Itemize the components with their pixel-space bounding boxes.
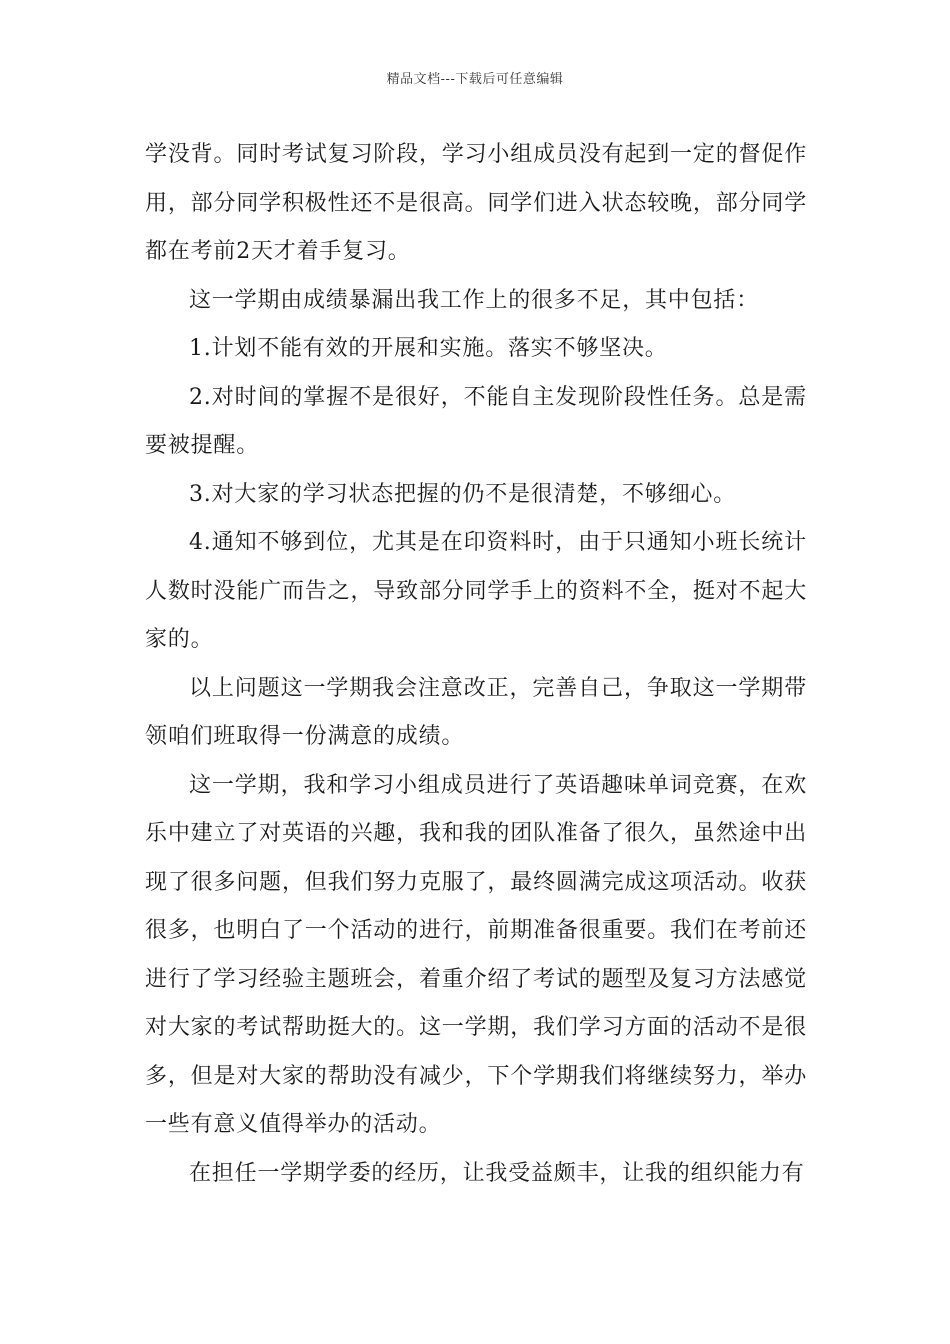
paragraph-2: 这一学期由成绩暴漏出我工作上的很多不足，其中包括： bbox=[189, 287, 760, 313]
paragraph-7: 以上问题这一学期我会注意改正，完善自己，争取这一学期带领咱们班取得一份满意的成绩。 bbox=[145, 675, 807, 749]
paragraph-9: 在担任一学期学委的经历，让我受益颇丰，让我的组织能力有 bbox=[189, 1160, 805, 1186]
paragraph-1: 学没背。同时考试复习阶段，学习小组成员没有起到一定的督促作用，部分同学积极性还不是很高。同学们进入状态较晚，部分同学都在考前2天才着手复习。 bbox=[145, 142, 807, 264]
paragraph-6: 4.通知不够到位，尤其是在印资料时，由于只通知小班长统计人数时没能广而告之，导致部分同学手上的资料不全，挺对不起大家的。 bbox=[145, 530, 807, 652]
page-header: 精品文档---下载后可任意编辑 bbox=[386, 72, 564, 87]
document-body bbox=[145, 131, 807, 1198]
paragraph-5: 3.对大家的学习状态把握的仍不是很清楚，不够细心。 bbox=[189, 481, 736, 507]
paragraph-3: 1.计划不能有效的开展和实施。落实不够坚决。 bbox=[189, 336, 668, 361]
paragraph-8: 这一学期，我和学习小组成员进行了英语趣味单词竞赛，在欢乐中建立了对英语的兴趣，我和我的团队准备了很久，虽然途中出现了很多问题，但我们努力克服了，最终圆满完成这项活动。收获很多，也明白了一个活动的进行，前期准备很重要。我们在考前还进行了学习经验主题班会，着重介绍了考试的题型及复习方法感觉对大家的考试帮助挺大的。这一学期，我们学习方面的活动不是很多，但是对大家的帮助没有减少，下个学期我们将继续努力，举办一些有意义值得举办的活动。 bbox=[145, 772, 807, 1137]
paragraph-4: 2.对时间的掌握不是很好，不能自主发现阶段性任务。总是需要被提醒。 bbox=[145, 384, 807, 458]
